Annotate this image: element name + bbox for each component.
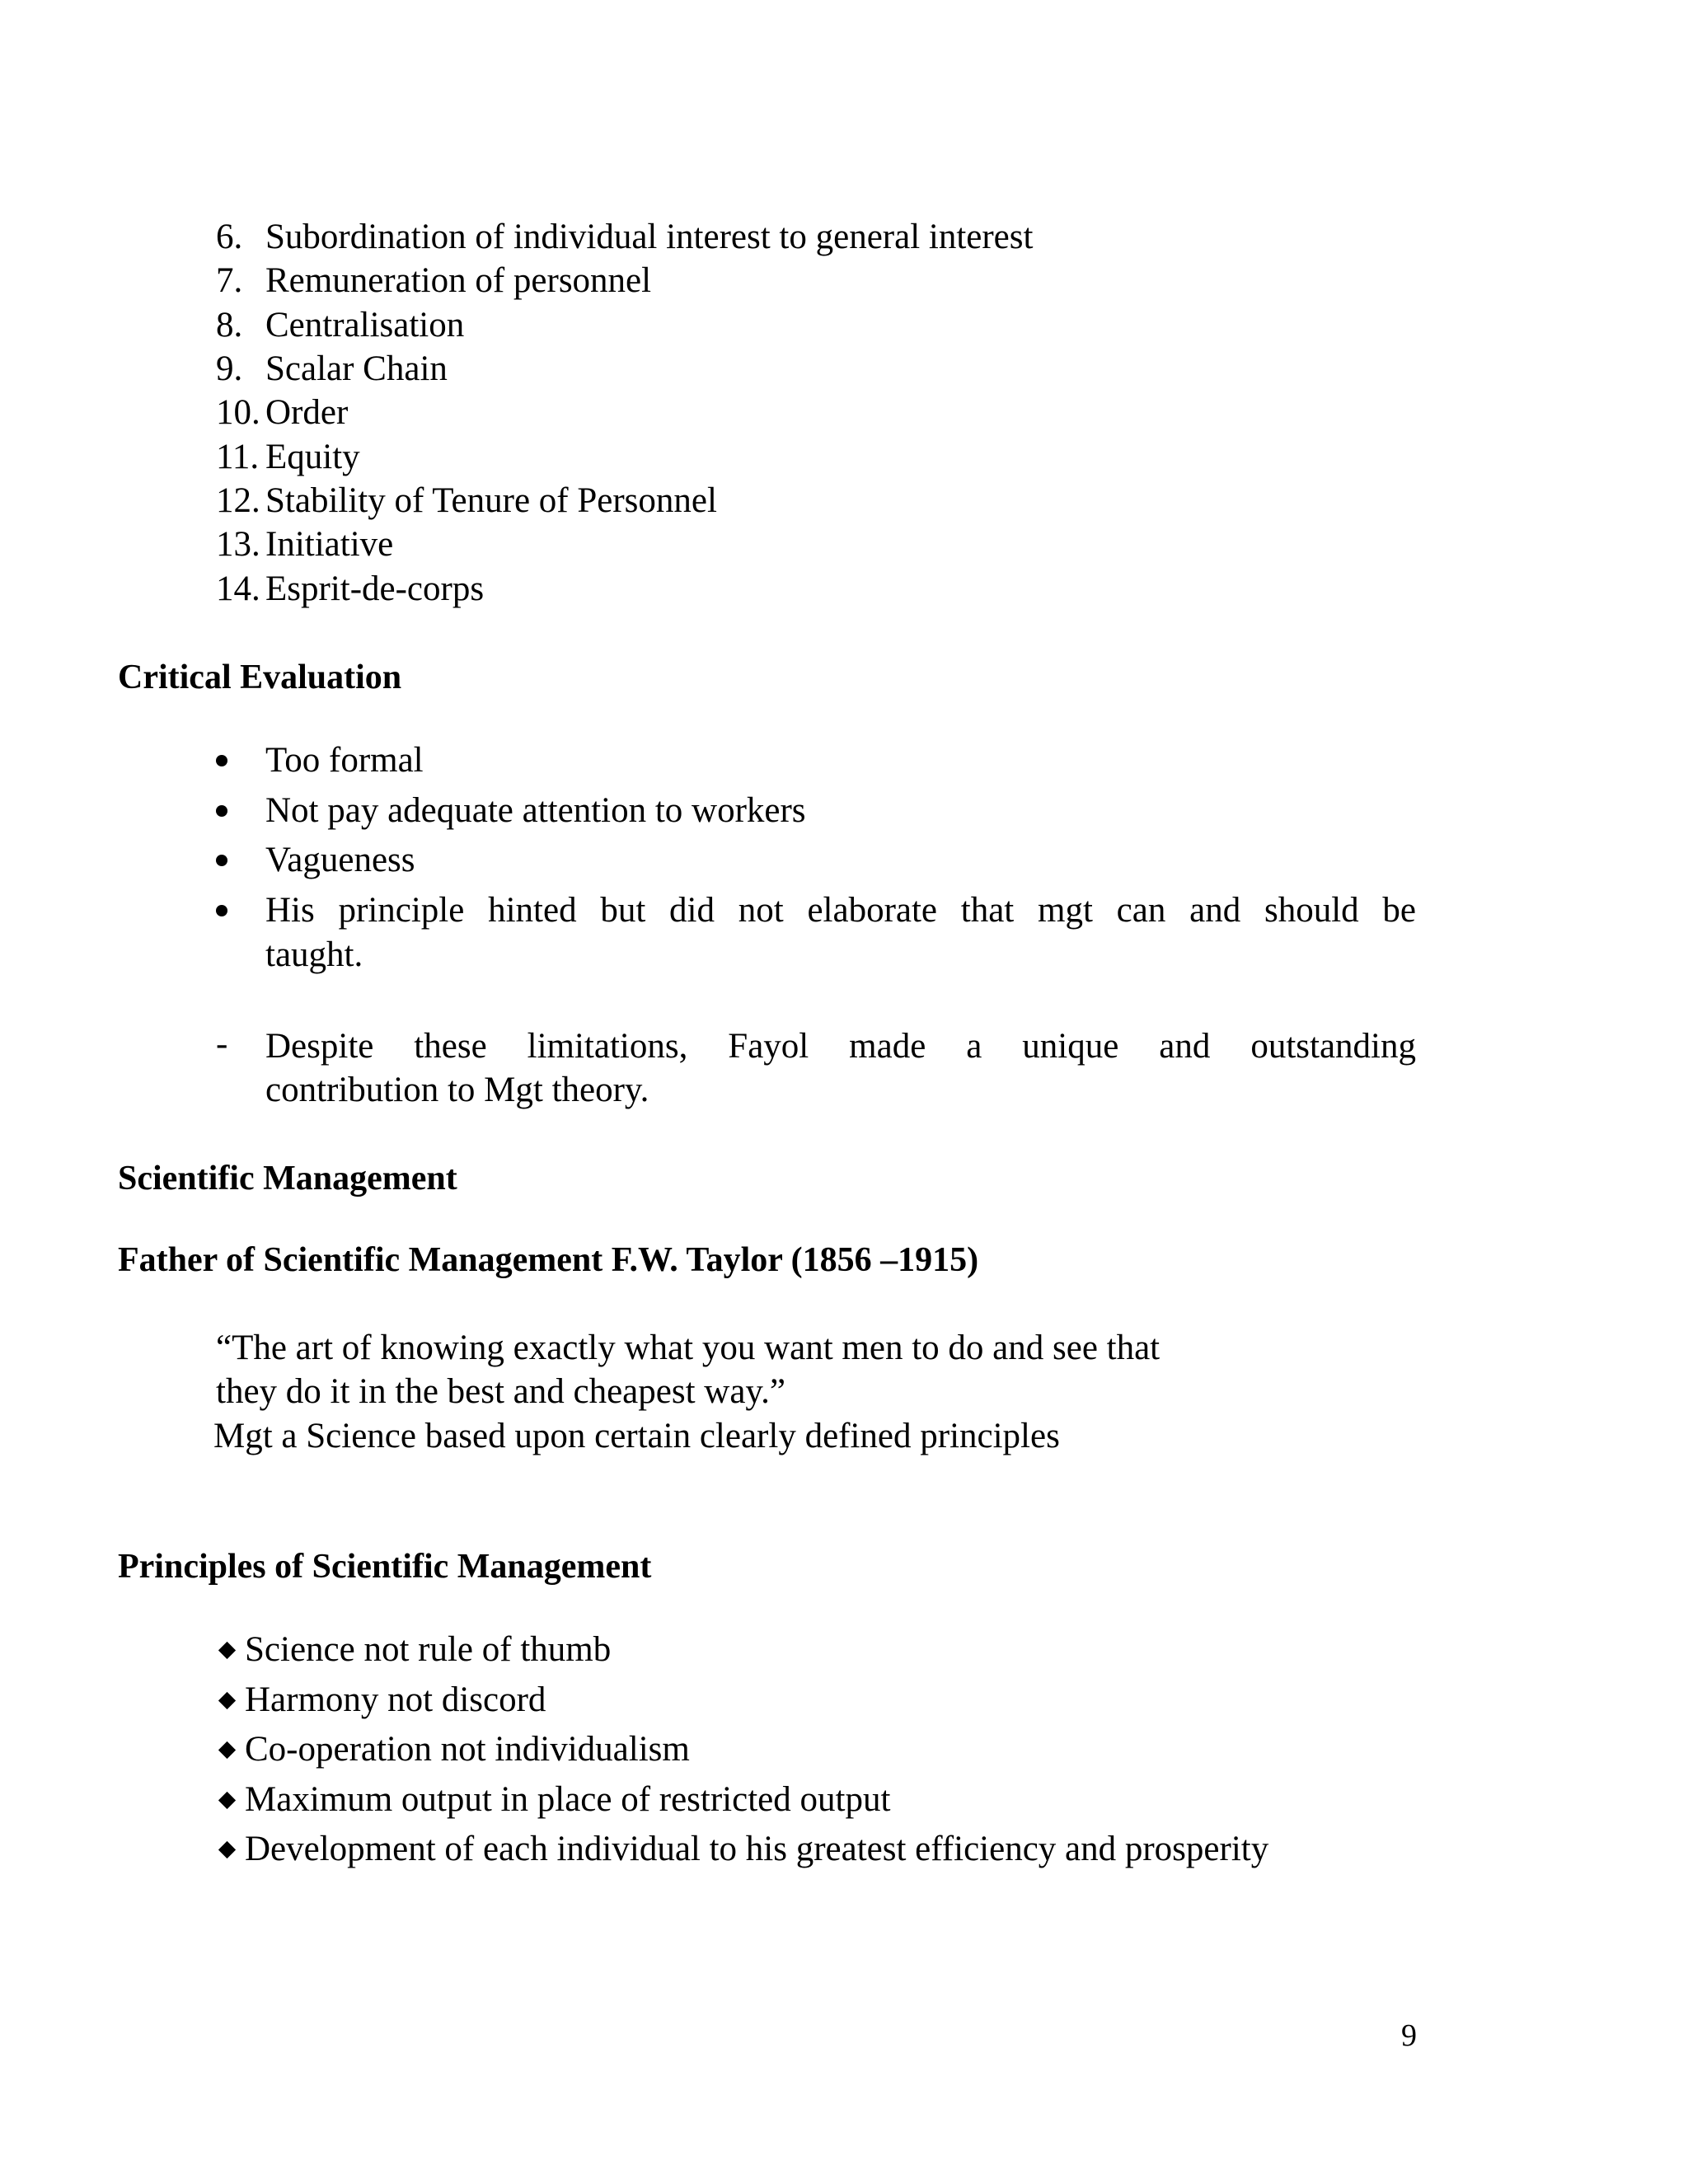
principle-item: Maximum output in place of restricted output (245, 1780, 891, 1819)
diamond-bullet-icon (218, 1642, 236, 1659)
list-number: 8. (216, 306, 243, 344)
diamond-bullet-icon (218, 1741, 236, 1759)
quote-line: they do it in the best and cheapest way.” (216, 1372, 785, 1411)
list-number: 10. (216, 393, 260, 432)
list-number: 7. (216, 261, 243, 300)
list-item-text: Equity (265, 438, 360, 476)
critical-evaluation-heading: Critical Evaluation (118, 658, 402, 696)
list-number: 9. (216, 349, 243, 388)
list-item-text: Scalar Chain (265, 349, 448, 388)
bullet-icon (216, 855, 227, 866)
diamond-bullet-icon (218, 1841, 236, 1858)
quote-line: Mgt a Science based upon certain clearly defined principles (213, 1417, 1060, 1455)
scientific-management-heading: Scientific Management (118, 1160, 457, 1197)
bullet-icon (216, 755, 227, 766)
list-item-text: Centralisation (265, 306, 465, 344)
list-item-text: Order (265, 393, 349, 432)
dash-symbol: - (216, 1024, 228, 1063)
principle-item: Science not rule of thumb (245, 1630, 612, 1669)
bullet-text-continuation: taught. (265, 935, 363, 974)
list-item-text: Initiative (265, 525, 394, 564)
bullet-icon (216, 905, 227, 916)
bullet-text: Vagueness (265, 841, 415, 879)
dash-note-continuation: contribution to Mgt theory. (265, 1071, 649, 1109)
bullet-text: His principle hinted but did not elaborate that mgt can and should be (265, 891, 1416, 930)
list-item-text: Stability of Tenure of Personnel (265, 481, 717, 520)
principle-item: Co-operation not individualism (245, 1730, 690, 1769)
list-item-text: Subordination of individual interest to general interest (265, 218, 1034, 256)
bullet-icon (216, 805, 227, 817)
diamond-bullet-icon (218, 1792, 236, 1809)
principle-item: Development of each individual to his greatest efficiency and prosperity (245, 1830, 1269, 1868)
diamond-bullet-icon (218, 1692, 236, 1709)
bullet-text: Not pay adequate attention to workers (265, 791, 806, 830)
father-heading: Father of Scientific Management F.W. Taylor (1856 –1915) (118, 1241, 979, 1279)
bullet-text: Too formal (265, 741, 424, 780)
list-number: 11. (216, 438, 260, 476)
quote-line: “The art of knowing exactly what you want men to do and see that (216, 1329, 1160, 1367)
list-number: 13. (216, 525, 260, 564)
list-number: 14. (216, 569, 260, 608)
list-item-text: Esprit-de-corps (265, 569, 485, 608)
principles-heading: Principles of Scientific Management (118, 1548, 652, 1586)
page-number: 9 (1401, 2018, 1417, 2053)
list-item-text: Remuneration of personnel (265, 261, 652, 300)
principle-item: Harmony not discord (245, 1680, 546, 1719)
dash-note-text: Despite these limitations, Fayol made a unique and outstanding (265, 1027, 1416, 1066)
list-number: 12. (216, 481, 260, 520)
list-number: 6. (216, 218, 243, 256)
